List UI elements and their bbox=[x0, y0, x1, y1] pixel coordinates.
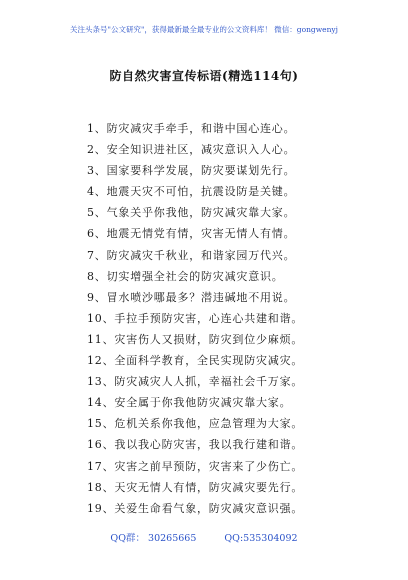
list-item: 18、天灾无情人有情，防灾减灾要先行。 bbox=[87, 480, 304, 494]
list-item: 6、地震无情党有情，灾害无情人有情。 bbox=[87, 227, 296, 241]
list-item: 7、防灾减灾千秋业，和谐家园万代兴。 bbox=[87, 248, 296, 262]
list-item: 11、灾害伤人又损财，防灾到位少麻烦。 bbox=[87, 332, 304, 346]
document-title: 防自然灾害宣传标语(精选114句) bbox=[109, 69, 299, 83]
qq-number: QQ:535304092 bbox=[224, 533, 298, 544]
list-item: 13、防灾减灾人人抓，幸福社会千万家。 bbox=[87, 375, 304, 389]
list-item: 16、我以我心防灾害，我以我行建和谐。 bbox=[87, 438, 304, 452]
qq-group-number: QQ群： 30265665 bbox=[110, 533, 197, 544]
list-item: 10、手拉手预防灾害，心连心共建和谐。 bbox=[87, 311, 304, 325]
list-item: 2、安全知识进社区，减灾意识入人心。 bbox=[87, 143, 296, 157]
footer-contact bbox=[0, 530, 408, 544]
header-notice: 关注头条号"公文研究"，获得最新最全最专业的公文资料库！ 微信：gongwenyj bbox=[70, 25, 338, 34]
slogan-list bbox=[87, 118, 303, 519]
list-item: 4、地震天灾不可怕，抗震设防是关键。 bbox=[87, 185, 296, 199]
list-item: 19、关爱生命看气象，防灾减灾意识强。 bbox=[87, 501, 304, 515]
list-item: 17、灾害之前早预防，灾害来了少伤亡。 bbox=[87, 459, 304, 473]
list-item: 5、气象关乎你我他，防灾减灾靠大家。 bbox=[87, 206, 296, 220]
list-item: 8、切实增强全社会的防灾减灾意识。 bbox=[87, 269, 284, 283]
list-item: 1、防灾减灾手牵手，和谐中国心连心。 bbox=[87, 122, 296, 135]
list-item: 3、国家要科学发展，防灾要谋划先行。 bbox=[87, 164, 296, 178]
list-item: 14、安全属于你我他防灾减灾靠大家。 bbox=[87, 396, 292, 410]
list-item: 9、冒水喷沙哪最多？潜违碱地不用说。 bbox=[87, 290, 296, 304]
list-item: 15、危机关系你我他，应急管理为大家。 bbox=[87, 417, 304, 431]
list-item: 12、全面科学教育，全民实现防灾减灾。 bbox=[87, 354, 304, 368]
